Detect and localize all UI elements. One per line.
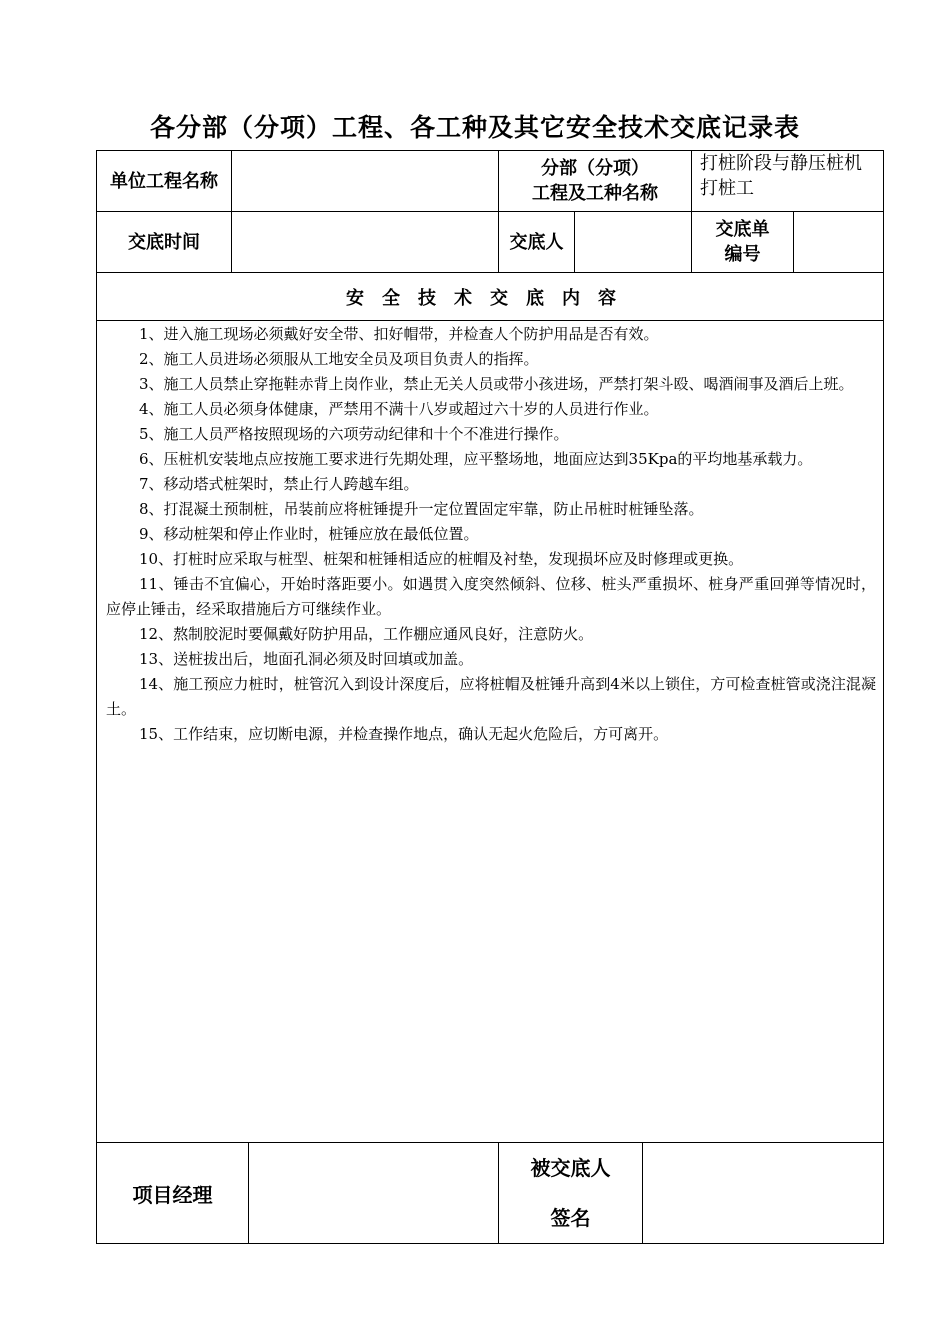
row-divider <box>96 320 884 321</box>
unit-project-field[interactable] <box>232 151 498 211</box>
division-label <box>499 151 691 211</box>
receiver-label-line2: 签名 <box>550 1206 591 1230</box>
receiver-signature-field[interactable] <box>643 1143 883 1243</box>
list-item: 4、施工人员必须身体健康，严禁用不满十八岁或超过六十岁的人员进行作业。 <box>139 400 659 418</box>
manager-field[interactable] <box>249 1143 498 1243</box>
receiver-label-line1: 被交底人 <box>530 1156 611 1180</box>
time-label: 交底时间 <box>128 231 200 253</box>
list-item: 12、熬制胶泥时要佩戴好防护用品，工作棚应通风良好，注意防火。 <box>139 625 594 643</box>
person-label: 交底人 <box>509 231 564 253</box>
list-item: 10、打桩时应采取与桩型、桩架和桩锤相适应的桩帽及衬垫，发现损坏应及时修理或更换。 <box>139 550 744 568</box>
list-item: 3、施工人员禁止穿拖鞋赤背上岗作业，禁止无关人员或带小孩进场，严禁打架斗殴、喝酒闹事及酒后上班。 <box>139 375 854 393</box>
list-item: 7、移动塔式桩架时，禁止行人跨越车组。 <box>139 475 419 493</box>
time-field[interactable] <box>232 212 498 272</box>
list-item: 11、锤击不宜偏心，开始时落距要小。如遇贯入度突然倾斜、位移、桩头严重损坏、桩身严重回弹等情况时，应停止锤击，经采取措施后方可继续作业。 <box>106 575 876 618</box>
list-item: 8、打混凝土预制桩，吊装前应将桩锤提升一定位置固定牢靠，防止吊桩时桩锤坠落。 <box>139 500 704 518</box>
list-item: 14、施工预应力桩时，桩管沉入到设计深度后，应将桩帽及桩锤升高到4米以上锁住，方可检查桩管或浇注混凝土。 <box>106 675 876 718</box>
division-label-line2: 工程及工种名称 <box>532 183 658 204</box>
manager-label: 项目经理 <box>132 1182 213 1207</box>
list-item: 9、移动桩架和停止作业时，桩锤应放在最低位置。 <box>139 525 479 543</box>
division-value-line1: 打桩阶段与静压桩机 <box>700 153 862 174</box>
number-label-line1: 交底单 <box>715 219 770 240</box>
list-item: 1、进入施工现场必须戴好安全带、扣好帽带，并检查人个防护用品是否有效。 <box>139 325 659 343</box>
list-item: 6、压桩机安装地点应按施工要求进行先期处理，应平整场地，地面应达到35Kpa的平均地基承载力。 <box>139 450 813 468</box>
person-field[interactable] <box>575 212 691 272</box>
receiver-label <box>499 1143 642 1243</box>
list-item: 13、送桩拔出后，地面孔洞必须及时回填或加盖。 <box>139 650 474 668</box>
unit-project-label: 单位工程名称 <box>110 170 218 192</box>
list-item: 15、工作结束，应切断电源，并检查操作地点，确认无起火危险后，方可离开。 <box>139 725 669 743</box>
number-field[interactable] <box>794 212 883 272</box>
division-value-line2: 打桩工 <box>700 178 754 199</box>
number-label-line2: 编号 <box>724 244 761 265</box>
division-label-line1: 分部（分项） <box>541 158 649 179</box>
section-title: 安全技术交底内容 <box>346 287 634 309</box>
number-label <box>692 212 793 272</box>
list-item: 5、施工人员严格按照现场的六项劳动纪律和十个不准进行操作。 <box>139 425 569 443</box>
division-field[interactable] <box>692 151 883 211</box>
page-title: 各分部（分项）工程、各工种及其它安全技术交底记录表 <box>149 113 800 142</box>
safety-items-list <box>106 322 876 747</box>
list-item: 2、施工人员进场必须服从工地安全员及项目负责人的指挥。 <box>139 350 539 368</box>
